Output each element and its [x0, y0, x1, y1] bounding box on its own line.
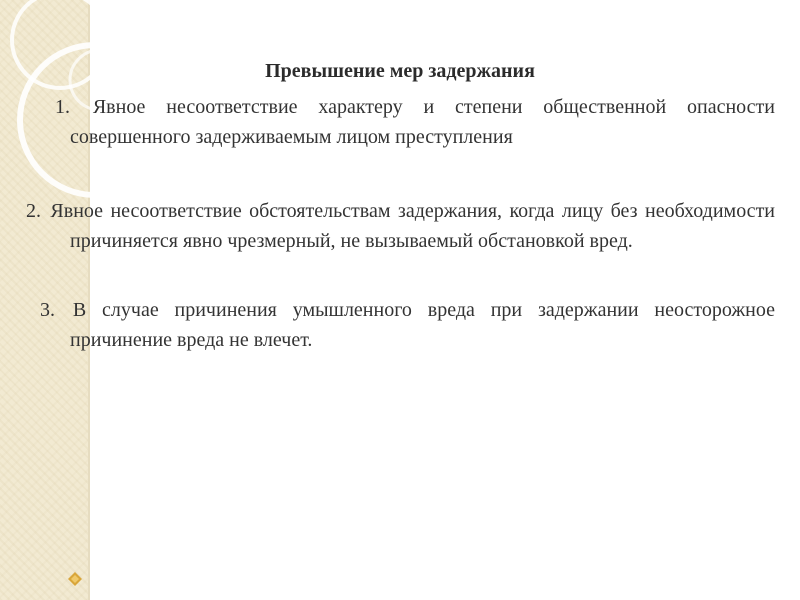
slide-title: Превышение мер задержания — [265, 60, 535, 82]
diamond-bullet-icon — [68, 572, 82, 586]
list-item — [40, 295, 775, 355]
list-item-number: 1. — [55, 96, 70, 118]
list-item-text: Явное несоответствие обстоятельствам задержания, когда лицу без необходимости причиняется явно чрезмерный, не вызываемый обстановкой вред. — [50, 200, 776, 252]
list-item-number: 3. — [40, 299, 55, 321]
list-item-text: Явное несоответствие характеру и степени общественной опасности совершенного задерживаемым лицом преступления — [70, 96, 775, 148]
list-item-text: В случае причинения умышленного вреда при задержании неосторожное причинение вреда не влечет. — [70, 299, 775, 351]
list-item — [55, 92, 775, 152]
list-item-number: 2. — [26, 200, 41, 222]
list-item — [26, 196, 776, 256]
